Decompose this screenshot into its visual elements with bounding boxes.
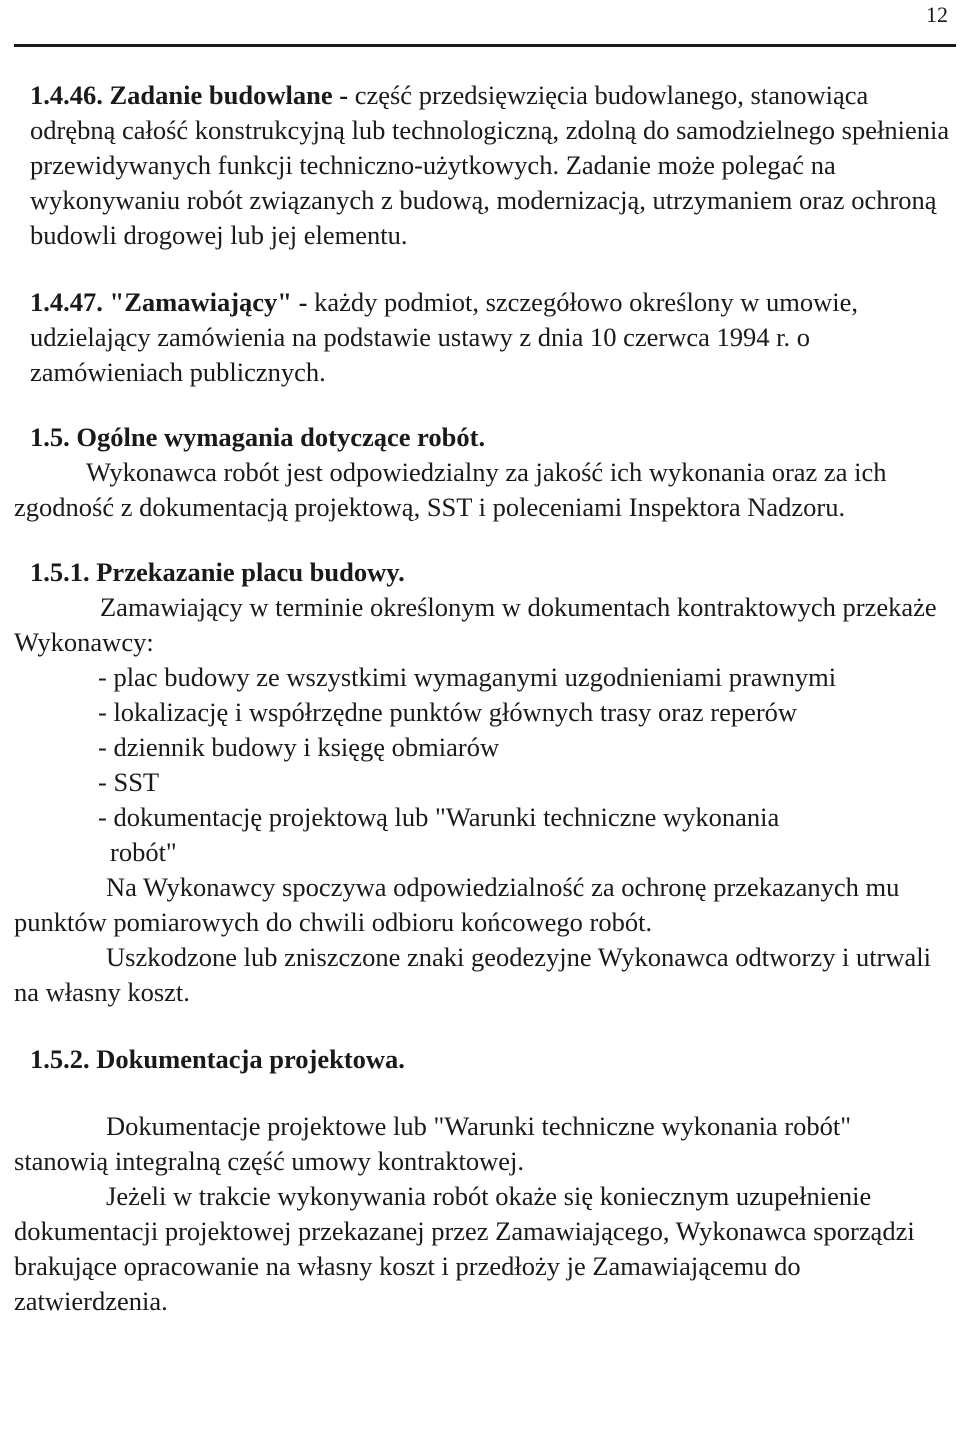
definition-1-4-46	[14, 78, 950, 253]
section-1-5-1-intro: Zamawiający w terminie określonym w dokumentach kontraktowych przekaże Wykonawcy:	[14, 592, 937, 657]
section-1-5-1-paragraph-3: Uszkodzone lub zniszczone znaki geodezyjne Wykonawca odtworzy i utrwali na własny koszt.	[14, 942, 932, 1007]
section-number: 1.4.47.	[30, 287, 103, 317]
definition-term: Zadanie budowlane -	[109, 80, 349, 110]
document-body	[14, 78, 950, 1319]
page-number: 12	[926, 2, 948, 27]
list-item: - lokalizację i współrzędne punktów głównych trasy oraz reperów	[98, 697, 798, 727]
section-1-5-2-paragraph-1: Dokumentacje projektowe lub "Warunki techniczne wykonania robót" stanowią integralną część umowy kontraktowej.	[14, 1111, 852, 1176]
list-item: - dziennik budowy i księgę obmiarów	[98, 732, 500, 762]
list-item: - plac budowy ze wszystkimi wymaganymi uzgodnieniami prawnymi	[98, 662, 837, 692]
definition-1-4-47	[14, 285, 950, 390]
list-item-continuation: robót"	[110, 837, 177, 867]
list-item: - SST	[98, 767, 160, 797]
section-heading-1-5-2: 1.5.2. Dokumentacja projektowa.	[30, 1044, 405, 1074]
list-item: - dokumentację projektową lub "Warunki techniczne wykonania	[98, 802, 780, 832]
section-number: 1.4.46.	[30, 80, 103, 110]
section-1-5-1-paragraph-2: Na Wykonawcy spoczywa odpowiedzialność za ochronę przekazanych mu punktów pomiarowych do chwili odbioru końcowego robót.	[14, 872, 900, 937]
definition-text: część przedsięwzięcia budowlanego, stanowiąca odrębną całość konstrukcyjną lub technologiczną, zdolną do samodzielnego spełnienia przewidywanych funkcji techniczno-użytkowych. Zadanie może polegać na wykonywaniu robót związanych z budową, modernizacją, utrzymaniem oraz ochroną budowli drogowej lub jej elementu.	[30, 80, 950, 250]
header-rule	[14, 44, 956, 47]
section-heading-1-5: 1.5. Ogólne wymagania dotyczące robót.	[30, 422, 486, 452]
handover-list	[14, 660, 950, 870]
definition-text: każdy podmiot, szczegółowo określony w umowie, udzielający zamówienia na podstawie ustawy z dnia 10 czerwca 1994 r. o zamówieniach publicznych.	[30, 287, 858, 387]
section-1-5-2-paragraph-2: Jeżeli w trakcie wykonywania robót okaże się koniecznym uzupełnienie dokumentacji projektowej przekazanej przez Zamawiającego, Wykonawca sporządzi brakujące opracowanie na własny koszt i przedłoży je Zamawiającemu do zatwierdzenia.	[14, 1181, 915, 1316]
definition-term: "Zamawiający" -	[109, 287, 308, 317]
section-heading-1-5-1: 1.5.1. Przekazanie placu budowy.	[30, 557, 405, 587]
section-1-5-paragraph: Wykonawca robót jest odpowiedzialny za jakość ich wykonania oraz za ich zgodność z dokumentacją projektową, SST i poleceniami Inspektora Nadzoru.	[14, 457, 887, 522]
